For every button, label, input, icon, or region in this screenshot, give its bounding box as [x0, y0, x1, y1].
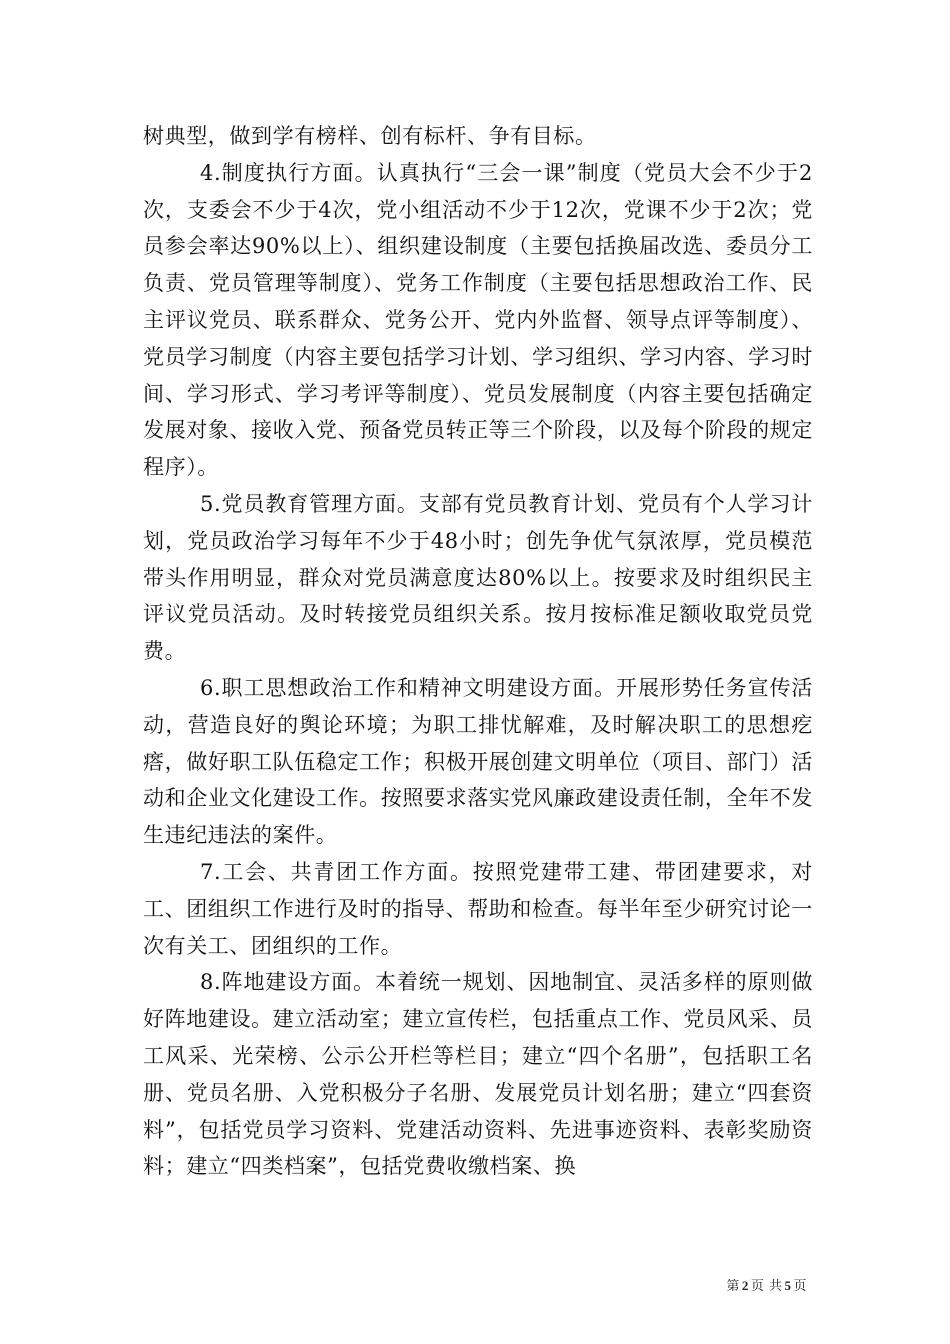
page-footer [726, 1278, 807, 1295]
paragraph-4: 6.职工思想政治工作和精神文明建设方面。开展形势任务宣传活动，营造良好的舆论环境；为职工排忧解难，及时解决职工的思想疙瘩，做好职工队伍稳定工作；积极开展创建文明单位（项目、部门）活动和企业文化建设工作。按照要求落实党风廉政建设责任制，全年不发生违纪违法的案件。 [143, 675, 813, 848]
footer-prefix: 第 [726, 1279, 740, 1294]
paragraph-1: 树典型，做到学有榜样、创有标杆、争有目标。 [143, 124, 597, 148]
footer-suffix: 页 [793, 1279, 807, 1294]
total-pages-number: 5 [784, 1278, 792, 1293]
paragraph-5: 7.工会、共青团工作方面。按照党建带工建、带团建要求，对工、团组织工作进行及时的指导、帮助和检查。每半年至少研究讨论一次有关工、团组织的工作。 [143, 859, 813, 958]
paragraph-6: 8.阵地建设方面。本着统一规划、因地制宜、灵活多样的原则做好阵地建设。建立活动室；建立宣传栏，包括重点工作、党员风采、员工风采、光荣榜、公示公开栏等栏目；建立“四个名册”，包括职工名册、党员名册、入党积极分子名册、发展党员计划名册；建立“四套资料”，包括党员学习资料、党建活动资料、先进事迹资料、表彰奖励资料；建立“四类档案”，包括党费收缴档案、换 [143, 970, 813, 1179]
paragraph-3: 5.党员教育管理方面。支部有党员教育计划、党员有个人学习计划，党员政治学习每年不少于48小时；创先争优气氛浓厚，党员模范带头作用明显，群众对党员满意度达80%以上。按要求及时组织民主评议党员活动。及时转接党员组织关系。按月按标准足额收取党员党费。 [143, 491, 813, 664]
document-body [143, 118, 813, 1185]
current-page-number: 2 [741, 1278, 749, 1293]
paragraph-2: 4.制度执行方面。认真执行“三会一课”制度（党员大会不少于2次，支委会不少于4次，党小组活动不少于12次，党课不少于2次；党员参会率达90%以上）、组织建设制度（主要包括换届改选、委员分工负责、党员管理等制度）、党务工作制度（主要包括思想政治工作、民主评议党员、联系群众、党务公开、党内外监督、领导点评等制度）、党员学习制度（内容主要包括学习计划、学习组织、学习内容、学习时间、学习形式、学习考评等制度）、党员发展制度（内容主要包括确定发展对象、接收入党、预备党员转正等三个阶段，以及每个阶段的规定程序）。 [143, 160, 813, 480]
footer-middle: 页 共 [750, 1279, 783, 1294]
